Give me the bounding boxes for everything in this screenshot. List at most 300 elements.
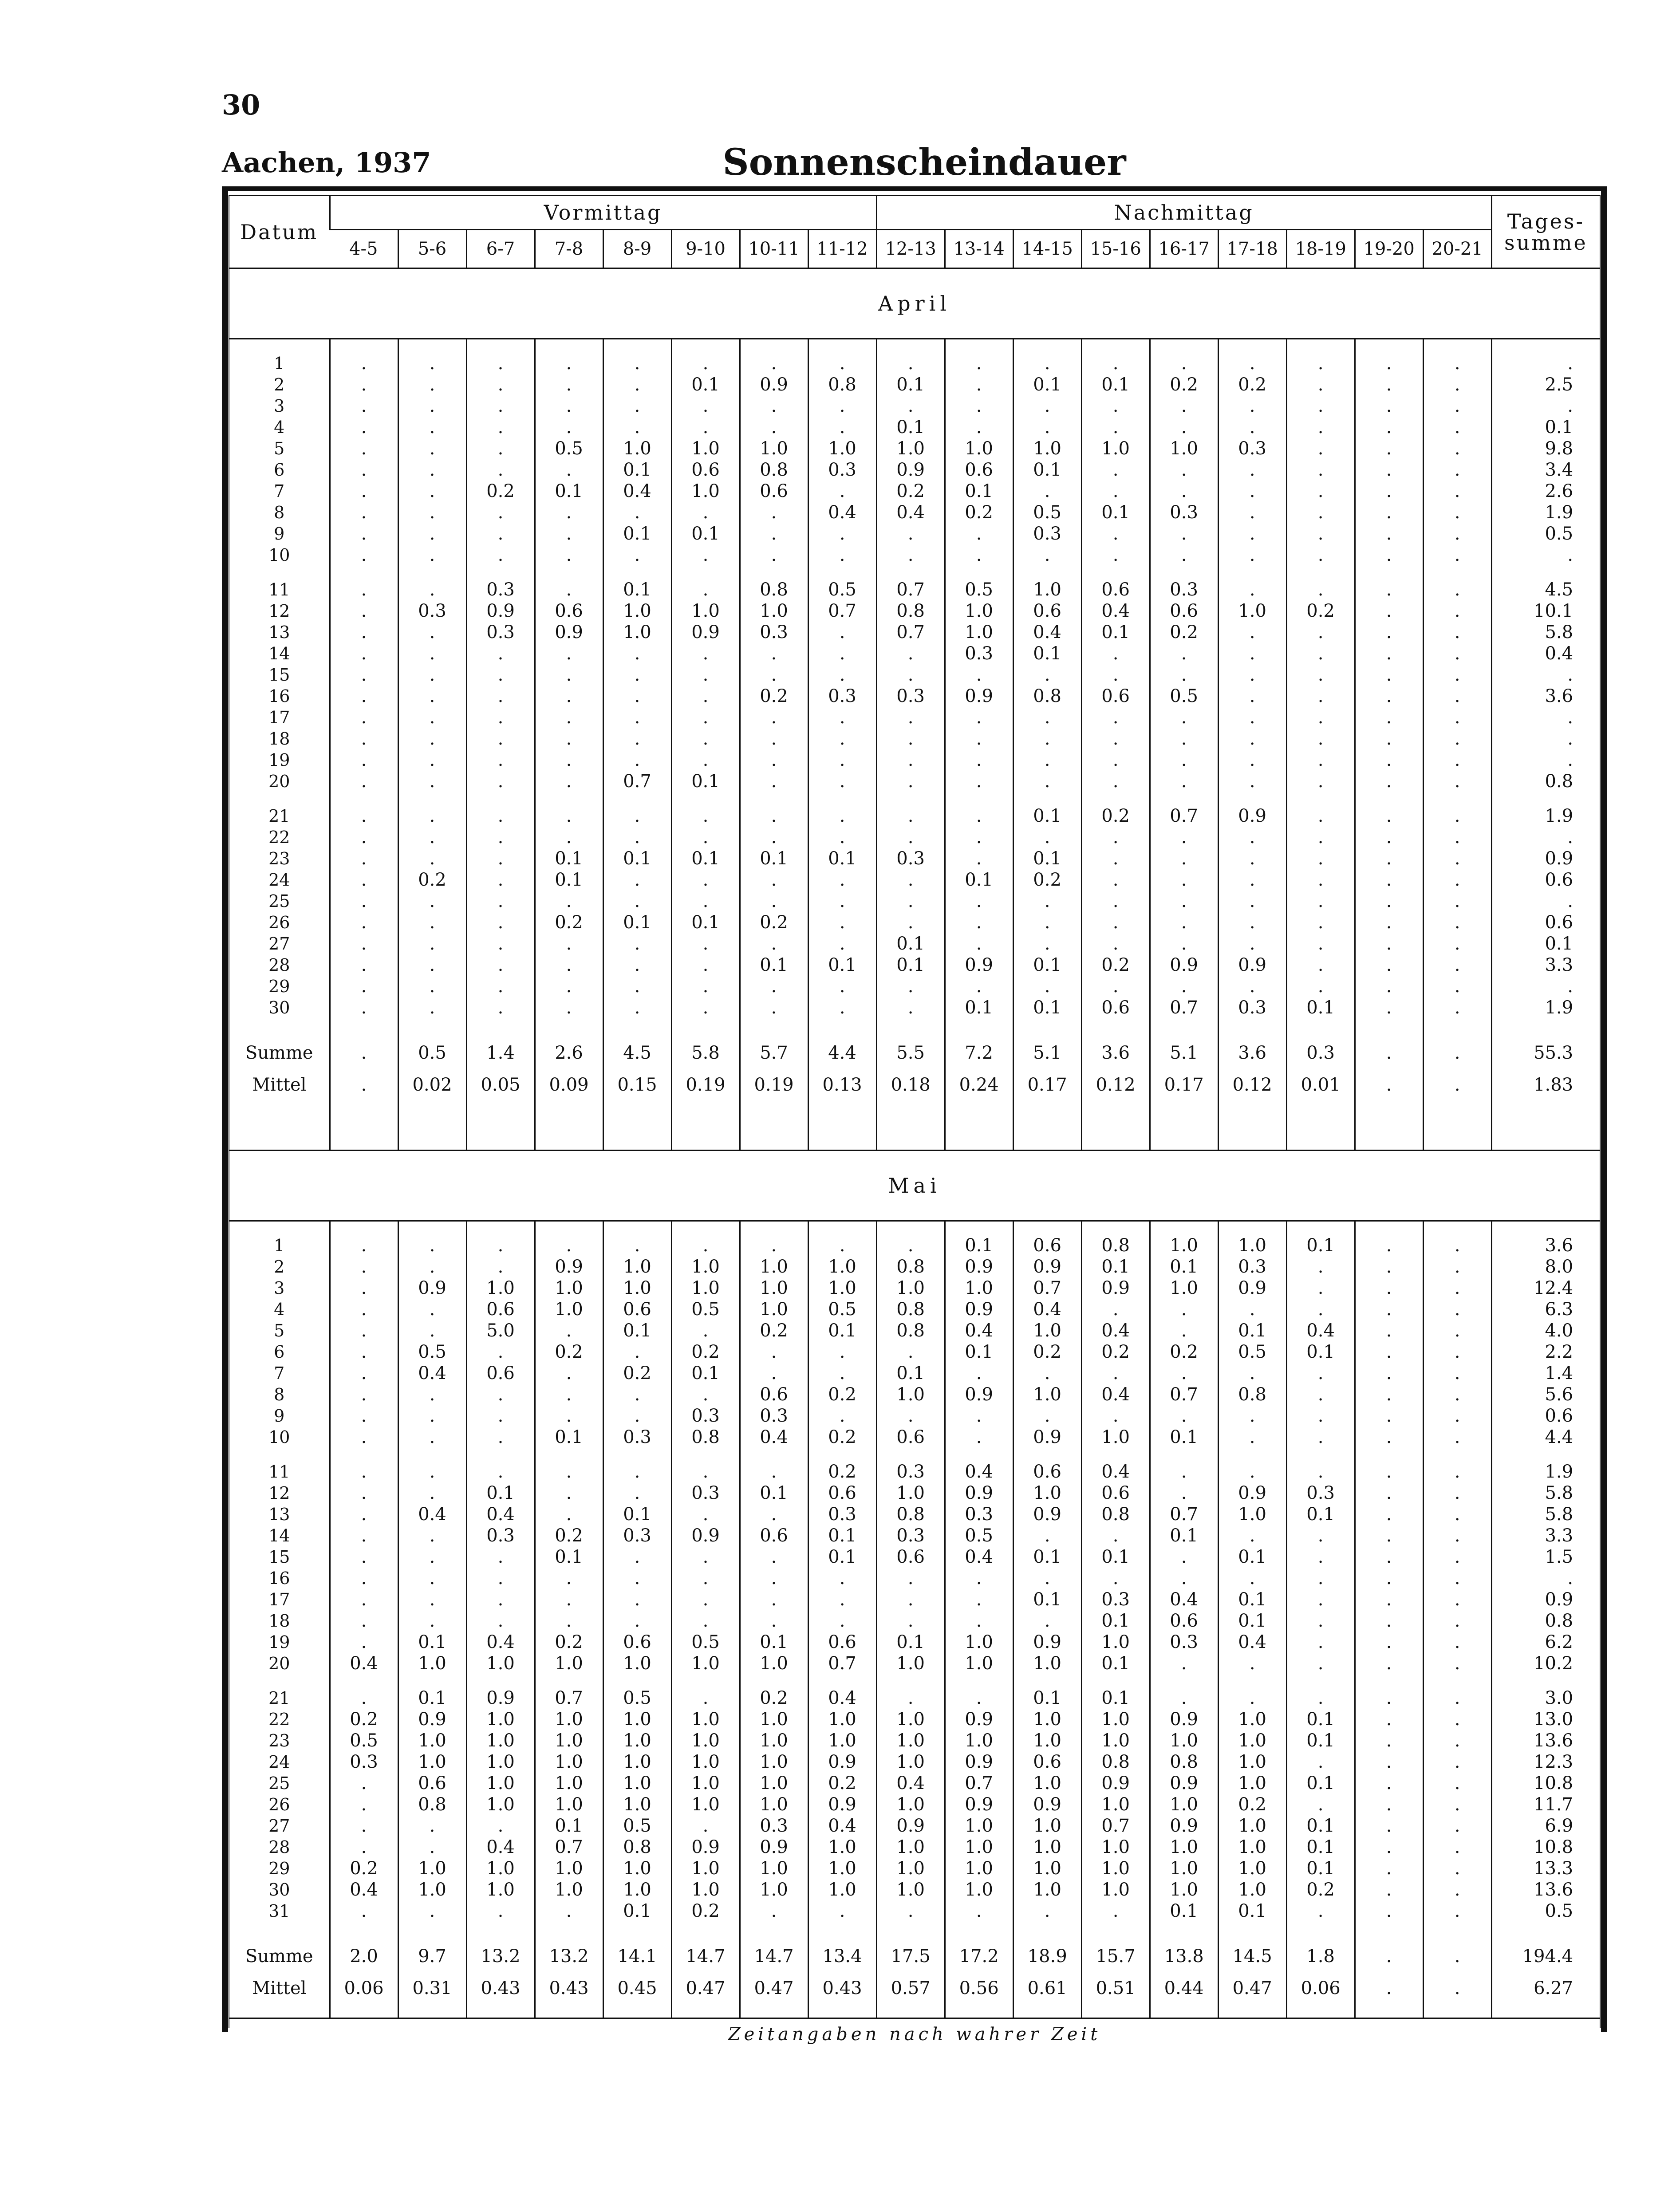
- hour-value: 0.7: [535, 1687, 603, 1709]
- hour-value: 0.1: [535, 1815, 603, 1837]
- row-label: 3: [274, 396, 285, 416]
- hour-value: .: [535, 353, 603, 374]
- hour-value: .: [330, 707, 398, 728]
- hour-value: 0.1: [808, 848, 876, 869]
- hour-value: 1.0: [466, 1794, 535, 1815]
- hour-value: .: [945, 1610, 1013, 1632]
- hour-value: .: [1286, 827, 1355, 848]
- hour-value: 0.8: [1218, 1384, 1286, 1405]
- hour-value: .: [740, 1461, 808, 1482]
- day-total: 2.2: [1491, 1341, 1600, 1363]
- hour-value: 0.3: [876, 1525, 945, 1546]
- hour-value: 0.1: [808, 1546, 876, 1568]
- spacer-cell: [330, 2004, 398, 2018]
- hour-value: 7.2: [945, 1037, 1013, 1069]
- month-header-row: [229, 268, 1600, 339]
- hour-value: 0.1: [1286, 1341, 1355, 1363]
- hour-value: .: [1423, 1687, 1491, 1709]
- hour-value: 0.9: [1150, 1709, 1218, 1730]
- day-total: .: [1491, 728, 1600, 749]
- hour-value: 1.0: [1218, 1773, 1286, 1794]
- hour-value: .: [398, 954, 466, 976]
- hour-value: .: [945, 848, 1013, 869]
- hour-value: 0.6: [535, 600, 603, 622]
- spacer-cell: [398, 1101, 466, 1151]
- hour-value: 1.0: [1218, 1879, 1286, 1900]
- hour-value: .: [1286, 395, 1355, 417]
- hour-value: 0.1: [808, 1525, 876, 1546]
- hour-value: 0.1: [1286, 1773, 1355, 1794]
- hour-value: 1.0: [466, 1653, 535, 1674]
- hour-value: 0.9: [466, 1687, 535, 1709]
- hour-value: 1.0: [671, 481, 740, 502]
- hour-value: .: [1150, 1568, 1218, 1589]
- hour-value: 0.2: [535, 1341, 603, 1363]
- spacer-cell: [466, 1101, 535, 1151]
- hour-value: 0.7: [808, 600, 876, 622]
- spacer-cell: [876, 792, 945, 805]
- hour-value: 1.0: [1013, 1837, 1081, 1858]
- hour-value: .: [398, 1256, 466, 1277]
- hour-value: .: [945, 749, 1013, 771]
- hour-value: .: [398, 1837, 466, 1858]
- hour-value: .: [535, 728, 603, 749]
- hour-value: .: [330, 1568, 398, 1589]
- sunshine-duration-table: [229, 196, 1600, 2050]
- hour-value: 0.1: [1081, 1653, 1150, 1674]
- hour-value: .: [330, 374, 398, 395]
- table-row: [229, 848, 1600, 869]
- hour-value: .: [1423, 1879, 1491, 1900]
- table-row: [229, 1589, 1600, 1610]
- table-row: [229, 1610, 1600, 1632]
- day-total: 10.8: [1491, 1837, 1600, 1858]
- hour-value: .: [1150, 869, 1218, 891]
- row-label: 31: [268, 1901, 290, 1921]
- spacer-cell: [1150, 339, 1218, 353]
- header-nachmittag: Nachmittag: [876, 196, 1491, 230]
- hour-value: .: [945, 664, 1013, 686]
- day-total: .: [1491, 664, 1600, 686]
- hour-value: 5.5: [876, 1037, 945, 1069]
- hour-value: 0.9: [945, 954, 1013, 976]
- hour-value: .: [603, 1341, 671, 1363]
- hour-value: .: [330, 417, 398, 438]
- hour-value: 0.4: [466, 1632, 535, 1653]
- hour-value: 0.3: [1218, 997, 1286, 1018]
- hour-value: 2.0: [330, 1940, 398, 1972]
- hour-value: .: [466, 686, 535, 707]
- hour-value: 1.0: [671, 1709, 740, 1730]
- hour-value: .: [1286, 912, 1355, 933]
- hour-value: 0.2: [671, 1900, 740, 1922]
- spacer-cell: [330, 1018, 398, 1037]
- hour-value: .: [1218, 976, 1286, 997]
- hour-value: 1.0: [1218, 1730, 1286, 1751]
- hour-value: .: [671, 1235, 740, 1256]
- hour-value: 0.56: [945, 1972, 1013, 2004]
- hour-value: 0.44: [1150, 1972, 1218, 2004]
- spacer-cell: [1355, 1018, 1423, 1037]
- day-total: .: [1491, 395, 1600, 417]
- hour-header: 14-15: [1013, 230, 1081, 268]
- hour-value: 4.5: [603, 1037, 671, 1069]
- hour-value: 0.4: [1218, 1632, 1286, 1653]
- hour-value: .: [1355, 1730, 1423, 1751]
- row-label: 10: [268, 1427, 290, 1447]
- hour-value: .: [535, 643, 603, 664]
- hour-value: 1.0: [1150, 1879, 1218, 1900]
- hour-value: 0.1: [1081, 1256, 1150, 1277]
- hour-value: 1.0: [671, 1858, 740, 1879]
- hour-value: .: [1218, 502, 1286, 523]
- hour-value: .: [603, 1482, 671, 1504]
- hour-value: .: [1355, 1525, 1423, 1546]
- hour-value: .: [1218, 749, 1286, 771]
- hour-value: .: [1013, 976, 1081, 997]
- hour-value: .: [1218, 707, 1286, 728]
- hour-value: .: [808, 1610, 876, 1632]
- hour-value: .: [1355, 1299, 1423, 1320]
- hour-value: .: [808, 417, 876, 438]
- hour-value: .: [466, 1900, 535, 1922]
- spacer-cell: [1150, 2004, 1218, 2018]
- hour-value: 1.0: [1081, 1709, 1150, 1730]
- hour-value: .: [1355, 912, 1423, 933]
- hour-value: 0.6: [466, 1299, 535, 1320]
- hour-value: .: [398, 502, 466, 523]
- row-label: 4: [274, 418, 285, 437]
- hour-value: .: [1218, 728, 1286, 749]
- spacer-cell: [1218, 566, 1286, 579]
- hour-value: 0.3: [603, 1525, 671, 1546]
- hour-value: 1.0: [740, 1709, 808, 1730]
- hour-value: .: [1081, 481, 1150, 502]
- spacer-cell: [1355, 566, 1423, 579]
- hour-value: 18.9: [1013, 1940, 1081, 1972]
- hour-value: .: [671, 1461, 740, 1482]
- day-total: 0.6: [1491, 1405, 1600, 1427]
- hour-value: .: [1286, 933, 1355, 954]
- hour-value: .: [671, 891, 740, 912]
- hour-value: .: [603, 1405, 671, 1427]
- spacer-cell: [1286, 1221, 1355, 1235]
- hour-value: .: [330, 1235, 398, 1256]
- hour-value: .: [1423, 1277, 1491, 1299]
- spacer-cell: [1423, 1922, 1491, 1940]
- hour-value: .: [1286, 1610, 1355, 1632]
- hour-value: .: [466, 353, 535, 374]
- hour-value: .: [1423, 997, 1491, 1018]
- day-total: 0.6: [1491, 869, 1600, 891]
- hour-value: 0.2: [603, 1363, 671, 1384]
- spacer-cell: [229, 1101, 330, 1151]
- hour-value: 0.4: [945, 1546, 1013, 1568]
- hour-value: .: [1355, 1256, 1423, 1277]
- spacer-cell: [740, 1922, 808, 1940]
- spacer-cell: [1013, 1674, 1081, 1687]
- hour-value: 0.51: [1081, 1972, 1150, 2004]
- day-total: 3.6: [1491, 1235, 1600, 1256]
- hour-header: 6-7: [466, 230, 535, 268]
- hour-value: .: [740, 1568, 808, 1589]
- hour-value: 0.4: [330, 1879, 398, 1900]
- hour-value: 0.1: [466, 1482, 535, 1504]
- row-label: 26: [268, 913, 290, 932]
- spacer-cell: [876, 1018, 945, 1037]
- spacer-cell: [1286, 1448, 1355, 1461]
- spacer-cell: [1150, 1221, 1218, 1235]
- hour-value: 1.0: [535, 1879, 603, 1900]
- hour-value: 0.1: [1081, 622, 1150, 643]
- day-total: 5.8: [1491, 1504, 1600, 1525]
- hour-value: 0.1: [740, 954, 808, 976]
- spacer-cell: [1081, 1018, 1150, 1037]
- table-row: [229, 1277, 1600, 1299]
- table-row: [229, 438, 1600, 459]
- hour-value: .: [1355, 1879, 1423, 1900]
- hour-value: .: [1355, 1482, 1423, 1504]
- hour-value: 0.5: [535, 438, 603, 459]
- row-label: 22: [268, 1710, 290, 1729]
- hour-value: .: [330, 728, 398, 749]
- hour-value: .: [671, 976, 740, 997]
- spacer-cell: [1423, 792, 1491, 805]
- hour-value: 0.8: [398, 1794, 466, 1815]
- hour-value: .: [603, 1610, 671, 1632]
- summe-row: [229, 1940, 1600, 1972]
- hour-value: .: [1355, 1277, 1423, 1299]
- hour-value: .: [1355, 353, 1423, 374]
- hour-value: .: [876, 1589, 945, 1610]
- hour-value: 0.1: [603, 579, 671, 600]
- hour-value: 0.1: [945, 997, 1013, 1018]
- hour-value: 1.0: [1150, 1858, 1218, 1879]
- hour-value: 0.01: [1286, 1069, 1355, 1101]
- hour-value: 14.7: [671, 1940, 740, 1972]
- hour-value: .: [945, 1363, 1013, 1384]
- spacer-cell: [229, 1448, 330, 1461]
- hour-value: 0.1: [876, 1363, 945, 1384]
- hour-value: .: [808, 805, 876, 827]
- hour-value: 0.9: [945, 1299, 1013, 1320]
- hour-value: 0.7: [535, 1837, 603, 1858]
- spacer-cell: [671, 1018, 740, 1037]
- hour-value: 1.0: [603, 622, 671, 643]
- hour-value: .: [330, 686, 398, 707]
- hour-value: .: [740, 707, 808, 728]
- hour-header: 19-20: [1355, 230, 1423, 268]
- hour-value: .: [1423, 1299, 1491, 1320]
- hour-value: .: [1081, 891, 1150, 912]
- spacer-cell: [1491, 2004, 1600, 2018]
- spacer-cell: [1081, 339, 1150, 353]
- spacer-row: [229, 2004, 1600, 2018]
- hour-value: 0.61: [1013, 1972, 1081, 2004]
- hour-value: .: [671, 827, 740, 848]
- hour-value: .: [330, 395, 398, 417]
- day-total: 6.27: [1491, 1972, 1600, 2004]
- hour-value: .: [330, 1277, 398, 1299]
- hour-value: .: [1423, 459, 1491, 481]
- hour-value: .: [1081, 523, 1150, 544]
- hour-value: .: [1423, 600, 1491, 622]
- hour-header: 16-17: [1150, 230, 1218, 268]
- hour-value: 1.0: [876, 1730, 945, 1751]
- hour-value: .: [466, 643, 535, 664]
- hour-value: .: [398, 976, 466, 997]
- spacer-cell: [1355, 339, 1423, 353]
- hour-value: .: [1013, 1525, 1081, 1546]
- hour-value: .: [603, 686, 671, 707]
- table-row: [229, 417, 1600, 438]
- spacer-cell: [603, 1674, 671, 1687]
- hour-value: .: [1423, 1320, 1491, 1341]
- day-total: 0.8: [1491, 1610, 1600, 1632]
- spacer-cell: [808, 339, 876, 353]
- hour-value: 5.1: [1150, 1037, 1218, 1069]
- hour-value: .: [1286, 353, 1355, 374]
- row-label: 15: [268, 665, 290, 685]
- hour-value: 1.0: [945, 1858, 1013, 1879]
- hour-value: 0.05: [466, 1069, 535, 1101]
- hour-header: 18-19: [1286, 230, 1355, 268]
- hour-value: .: [1013, 1568, 1081, 1589]
- hour-value: .: [1013, 1405, 1081, 1427]
- hour-value: 1.0: [1081, 1632, 1150, 1653]
- hour-value: 1.0: [808, 1837, 876, 1858]
- row-label: 16: [268, 686, 290, 706]
- hour-value: 0.9: [1081, 1773, 1150, 1794]
- spacer-cell: [808, 2004, 876, 2018]
- spacer-cell: [535, 2004, 603, 2018]
- hour-value: .: [330, 997, 398, 1018]
- day-total: 11.7: [1491, 1794, 1600, 1815]
- hour-value: .: [1355, 1504, 1423, 1525]
- spacer-cell: [671, 339, 740, 353]
- hour-value: .: [1150, 459, 1218, 481]
- hour-value: .: [466, 1405, 535, 1427]
- hour-value: .: [535, 1568, 603, 1589]
- table-row: [229, 353, 1600, 374]
- spacer-cell: [1013, 1448, 1081, 1461]
- spacer-cell: [535, 1922, 603, 1940]
- hour-value: .: [466, 1568, 535, 1589]
- hour-value: 0.1: [1150, 1525, 1218, 1546]
- hour-value: .: [1355, 1773, 1423, 1794]
- hour-value: 0.7: [1150, 997, 1218, 1018]
- hour-value: .: [1081, 664, 1150, 686]
- hour-value: 1.0: [1081, 1879, 1150, 1900]
- hour-value: .: [603, 374, 671, 395]
- hour-value: 1.0: [603, 1653, 671, 1674]
- hour-value: .: [1150, 523, 1218, 544]
- hour-value: 0.6: [876, 1427, 945, 1448]
- hour-value: 0.9: [1081, 1277, 1150, 1299]
- spacer-cell: [808, 1674, 876, 1687]
- hour-value: .: [466, 912, 535, 933]
- hour-value: .: [1355, 1858, 1423, 1879]
- hour-value: 1.0: [535, 1773, 603, 1794]
- hour-value: 0.2: [1081, 1341, 1150, 1363]
- day-total: .: [1491, 827, 1600, 848]
- hour-value: 0.9: [1013, 1427, 1081, 1448]
- hour-value: 0.2: [1081, 805, 1150, 827]
- hour-value: .: [808, 481, 876, 502]
- day-total: 13.0: [1491, 1709, 1600, 1730]
- hour-value: .: [740, 728, 808, 749]
- hour-value: .: [330, 502, 398, 523]
- hour-value: 0.9: [671, 1525, 740, 1546]
- hour-value: .: [1150, 1363, 1218, 1384]
- hour-value: .: [740, 749, 808, 771]
- hour-value: .: [1150, 1461, 1218, 1482]
- hour-value: 0.57: [876, 1972, 945, 2004]
- row-label: 12: [268, 601, 290, 621]
- hour-value: 1.0: [876, 1277, 945, 1299]
- spacer-cell: [1491, 566, 1600, 579]
- hour-value: 0.5: [808, 1299, 876, 1320]
- spacer-cell: [603, 1101, 671, 1151]
- spacer-cell: [945, 1018, 1013, 1037]
- hour-value: .: [603, 643, 671, 664]
- hour-value: 0.4: [1081, 1384, 1150, 1405]
- row-label: 14: [268, 1526, 290, 1545]
- hour-value: .: [1286, 502, 1355, 523]
- spacer-cell: [671, 566, 740, 579]
- hour-value: .: [1286, 1384, 1355, 1405]
- hour-value: .: [1286, 1427, 1355, 1448]
- day-total: .: [1491, 707, 1600, 728]
- hour-value: 0.1: [1081, 502, 1150, 523]
- hour-value: 0.3: [876, 686, 945, 707]
- hour-value: .: [1081, 749, 1150, 771]
- spacer-cell: [229, 339, 330, 353]
- day-total: 13.3: [1491, 1858, 1600, 1879]
- hour-value: .: [1286, 1900, 1355, 1922]
- hour-value: 0.17: [1013, 1069, 1081, 1101]
- spacer-cell: [535, 1221, 603, 1235]
- hour-value: .: [945, 544, 1013, 566]
- hour-value: .: [1286, 1363, 1355, 1384]
- hour-value: 0.4: [876, 1773, 945, 1794]
- spacer-cell: [1286, 1101, 1355, 1151]
- day-total: 3.3: [1491, 1525, 1600, 1546]
- hour-value: .: [535, 891, 603, 912]
- hour-value: .: [1286, 374, 1355, 395]
- hour-value: 0.4: [603, 481, 671, 502]
- hour-value: .: [876, 353, 945, 374]
- hour-value: .: [808, 933, 876, 954]
- hour-value: 1.0: [945, 1730, 1013, 1751]
- hour-value: .: [1423, 1837, 1491, 1858]
- hour-value: 0.9: [535, 622, 603, 643]
- hour-value: 0.1: [603, 523, 671, 544]
- hour-value: 0.2: [740, 1320, 808, 1341]
- hour-value: 1.0: [1218, 1504, 1286, 1525]
- hour-value: 0.8: [603, 1837, 671, 1858]
- hour-value: 0.7: [1081, 1815, 1150, 1837]
- hour-value: .: [1286, 622, 1355, 643]
- hour-value: .: [671, 749, 740, 771]
- hour-value: 0.2: [1150, 1341, 1218, 1363]
- row-label: Mittel: [252, 1075, 307, 1095]
- hour-value: 1.0: [1218, 1815, 1286, 1837]
- hour-value: 0.1: [1013, 848, 1081, 869]
- day-total: 3.4: [1491, 459, 1600, 481]
- hour-value: 1.0: [1013, 1773, 1081, 1794]
- hour-value: 1.0: [535, 1794, 603, 1815]
